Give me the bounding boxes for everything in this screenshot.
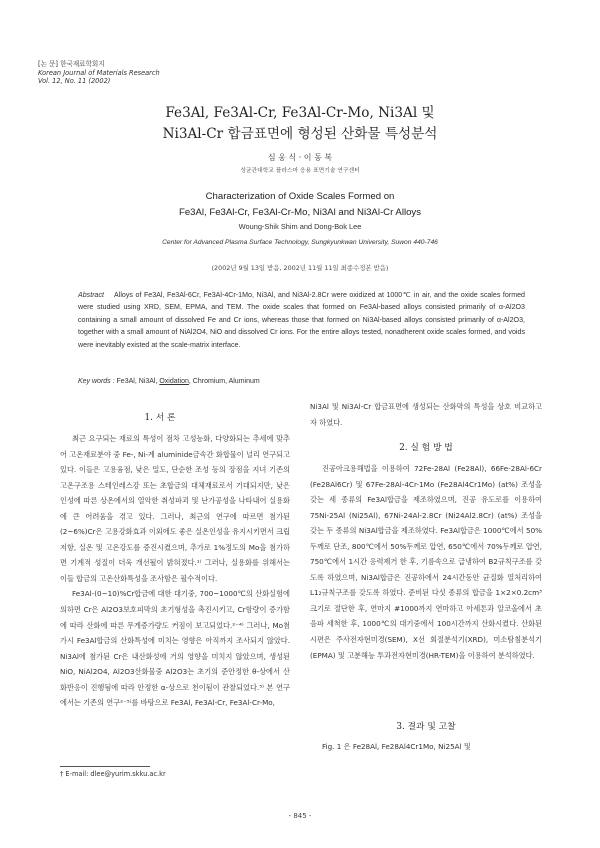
received-dates: (2002년 9월 13일 받음, 2002년 11월 11일 최종수정본 받음): [211, 264, 389, 272]
journal-name-en: Korean Journal of Materials Research: [38, 68, 160, 77]
intro-paragraph-2: Fe3Al-(0~10)%Cr합금에 대한 대기중, 700~1000℃의 산화실험에 의하면 Cr은 Al2O3보호피막의 초기형성을 촉진시키고, Cr함량이 증가함에 따라 산화에 따른 무게증가량도 커짐이 보고되었다.²⁻⁴⁾ 그러나, Mo첨가시 Fe3Al합금의 산화특성에 미치는 영향은 아직까지 조사되지 않았다. Ni3Al에 첨가된 Cr은 내산화성에 거의 영향을 미치지 않았으며, 생성된 NiO, NiAl2O4, Al2O3산화물중 Al2O3는 초기의 준안정한 θ-상에서 산화반응이 진행됨에 따라 안정한 α-상으로 천이됨이 관찰되었다.⁵⁾ 본 연구에서는 기존의 연구²⁻⁵⁾를 바탕으로 Fe3Al, Fe3Al-Cr, Fe3Al-Cr-Mo,: [60, 589, 290, 708]
section-heading-introduction: 1. 서 론: [144, 413, 176, 423]
keywords-post: , Chromium, Aluminum: [188, 378, 260, 385]
abstract: [78, 289, 525, 351]
authors-en: Woung-Shik Shim and Dong-Bok Lee: [238, 222, 362, 231]
authors-ko: 심 웅 식 · 이 동 복: [267, 153, 333, 162]
affiliation-en: Center for Advanced Plasma Surface Technology, Sungkyunkwan University, Suwon 440-746: [162, 239, 438, 246]
journal-header: [38, 60, 160, 86]
title-en-line2: Fe3Al, Fe3Al-Cr, Fe3Al-Cr-Mo, Ni3Al and Ni3Al-Cr Alloys: [178, 207, 422, 218]
page-number: - 845 -: [288, 812, 312, 820]
keyword-oxidation: Oxidation: [159, 378, 189, 385]
keywords-label: Key words :: [78, 378, 115, 385]
abstract-text: Alloys of Fe3Al, Fe3Al-6Cr, Fe3Al-4Cr-1Mo, Ni3Al, and Ni3Al-2.8Cr were oxidized at 1000℃ in air, and the oxide scales formed were studied using XRD, SEM, EPMA, and TEM. The oxide scales that formed on Fe3Al-based alloys consisted primarily of α-Al2O3 containing a small amount of dissolved Fe and Cr ions, whereas those that formed on Ni3Al-based alloys consisted primarily of α-Al2O3, together with a small amount of NiAl2O4, NiO and dissolved Cr ions. For the entire alloys tested, nonadherent oxide scales formed, and voids were inevitably existed at the scale-matrix interface.: [78, 291, 525, 349]
results-paragraph: Fig. 1 은 Fe28Al, Fe28Al4Cr1Mo, Ni25Al 및: [322, 742, 471, 751]
title-en-line1: Characterization of Oxide Scales Formed on: [205, 191, 395, 202]
intro-paragraph-continued: Ni3Al 및 Ni3Al-Cr 합금표면에 생성되는 산화막의 특성을 상호 비교하고자 하였다.: [310, 402, 542, 427]
section-heading-results: 3. 결과 및 고찰: [396, 722, 456, 732]
intro-paragraph-1: 최근 요구되는 재료의 특성이 점차 고성능화, 다양화되는 추세에 맞추어 고온재료분야 중 Fe-, Ni-계 aluminide금속간 화합물이 널리 연구되고 있다. 이들은 고용융점, 낮은 밀도, 단순한 조성 등의 장점을 지녀 기존의 고온구조용 스테인레스강 또는 초합금의 대체재료로서 기대되지만, 낮은 인성에 따른 상온에서의 열악한 취성파괴 및 난가공성을 나타내어 실용화에 큰 어려움을 겪고 있다. 그러나, 최근의 연구에 따르면 첨가된 (2~6%)Cr은 고용강화효과 이외에도 좋은 실온인성을 유지시키면서 크립저항, 실온 및 고온강도를 증진시켰으며, 추가로 1%정도의 Mo을 첨가하면 기계적 성질이 더욱 개선될이 밝혀졌다.¹⁾ 그러나, 실용화를 위해서는 이들 합금의 고온산화특성을 조사함은 필수적이다.: [60, 434, 290, 583]
journal-name-ko: [논 문] 한국재료학회지: [38, 60, 105, 68]
keywords: [78, 378, 525, 385]
abstract-label: Abstract: [78, 291, 105, 299]
affiliation-ko: 성균관대학교 플라스마 응용 표면기술 연구센터: [240, 168, 360, 174]
right-column-top: [310, 399, 542, 430]
journal-volume: Vol. 12, No. 11 (2002): [38, 77, 111, 86]
methods-paragraph: 진공아크용해법을 이용하여 72Fe-28Al (Fe28Al), 66Fe-28Al-6Cr (Fe28Al6Cr) 및 67Fe-28Al-4Cr-1Mo (Fe28Al4Cr1Mo) (at%) 조성을 갖는 세 종류의 Fe3Al합금을 제조하였으며, 진공 유도로를 이용하여 75Ni-25Al (Ni25Al), 67Ni-24Al-2.8Cr (Ni24Al2.8Cr) (at%) 조성을 갖는 두 종류의 Ni3Al합금을 제조하였다. Fe3Al합금은 1000℃에서 50%두께로 단조, 800℃에서 50%두께로 압연, 650℃에서 70%두께로 압연, 750℃에서 1시간 응력제거 한 후, 기름속으로 급냉하여 B2규칙구조를 갖도록 하였으며, Ni3Al합금은 진공하에서 24시간동안 균질화 열처리하여 L1₂규칙구조를 갖도록 하였다. 준비된 다섯 종류의 합금을 1×2×0.2cm³크기로 절단한 후, 연마지 #1000까지 연마하고 아세톤과 알코올에서 초음파 세척한 후, 1000℃의 대기중에서 100시간까지 산화시켰다. 산화된 시편은 주사전자현미경(SEM), X선 회절분석기(XRD), 미소탐침분석기(EPMA) 및 고분해능 투과전자현미경(HR-TEM)을 이용하여 분석하였다.: [310, 464, 542, 660]
footnote-rule: [60, 766, 150, 767]
section-heading-methods: 2. 실 험 방 법: [399, 443, 453, 453]
results-text: [310, 739, 542, 755]
title-ko-line2: Ni3Al-Cr 합금표면에 형성된 산화물 특성분석: [162, 126, 438, 142]
left-column: [60, 431, 290, 711]
keywords-pre: Fe3Al, Ni3Al,: [116, 378, 160, 385]
title-ko-line1: Fe3Al, Fe3Al-Cr, Fe3Al-Cr-Mo, Ni3Al 및: [165, 105, 435, 121]
footnote-email: † E-mail: dlee@yurim.skku.ac.kr: [60, 770, 166, 778]
methods-text: [310, 461, 542, 663]
